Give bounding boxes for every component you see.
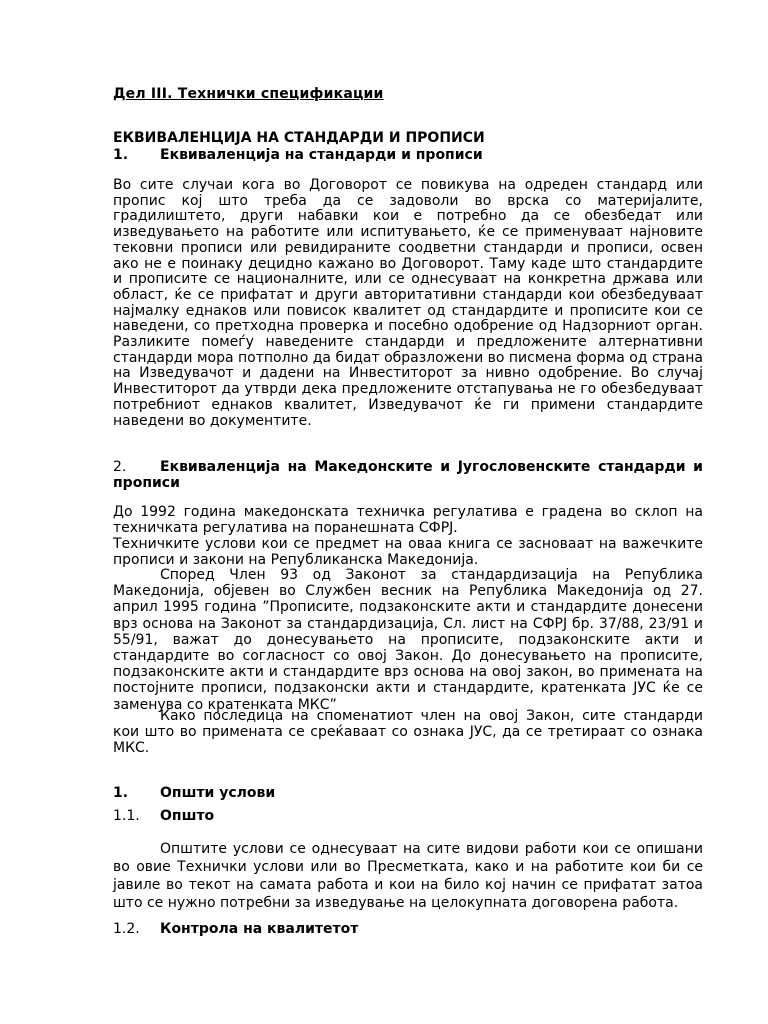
general-conditions-title: Општи услови [160, 785, 276, 801]
section-1-paragraph: Во сите случаи кога во Договорот се повикува на одреден стандард или пропис кој што треба да се задоволи во врска со материјалите, градилиштето, други набавки кои е потребно да се обезбедат или изведувањето на работите или испитувањето, ќе се применуваат најновите тековни прописи или ревидираните соодветни стандарди и прописи, освен ако не е поинаку децидно кажано во Договорот. Таму каде што стандардите и прописите се националните, или се однесуваат на конкретна држава или област, ќе се прифатат и други авторитативни стандарди кои обезбедуваат најмалку еднаков или повисок квалитет од стандардите и прописите кои се наведени, со претходна проверка и посебно одобрение од Надзорниот орган. Разликите помеѓу наведените стандарди и предложените алтернативни стандарди мора потполно да бидат образложени во писмена форма од страна на Изведувачот и дадени на Инвеститорот за нивно одобрение. Во случај Инвеститорот да утврди дека предложените отстапувања не го обезбедуваат потребниот еднаков квалитет, Изведувачот ќе ги примени стандардите наведени во документите. [113, 177, 703, 429]
section-2-number: 2. [113, 459, 127, 475]
document-title: Дел III. Технички спецификации [113, 86, 384, 102]
subsection-1-1-heading [113, 808, 703, 824]
section-2-article-quote: Според Член 93 од Законот за стандардизација на Република Македонија, објевен во Службен весник на Република Македонија од 27. април 1995 година ”Прописите, подзаконските акти и стандардите донесени врз основа на Законот за стандардизација, Сл. лист на СФРЈ бр. 37/88, 23/91 и 55/91, важат до донесувањето на прописите, подзаконските акти и стандардите во согласност со овој Закон. До донесувањето на прописите, подзаконските акти и стандардите врз основа на овој закон, во примената на постојните прописи, подзаконски акти и стандардите, кратенката ЈУС ќе се заменува со кратенката МКС” [113, 567, 703, 713]
caps-heading: ЕКВИВАЛЕНЦИЈА НА СТАНДАРДИ И ПРОПИСИ [113, 130, 485, 146]
subsection-1-2-number: 1.2. [113, 921, 140, 937]
section-1-title: Еквиваленција на стандарди и прописи [160, 147, 483, 163]
section-2-basis: Техничките услови кои се предмет на оваа книга се засноваат на важечките прописи и закони на Републиканска Македонија. [113, 536, 703, 569]
section-2-intro: До 1992 година македонската техничка регулатива е градена во склоп на техничката регулатива на поранешната СФРЈ. [113, 504, 703, 537]
section-2-heading [113, 459, 703, 491]
section-2-consequence: Како последица на споменатиот член на овој Закон, сите стандарди кои што во примената се среќаваат со ознака ЈУС, да се третираат со ознака МКС. [113, 708, 703, 757]
subsection-1-1-number: 1.1. [113, 808, 140, 824]
subsection-1-2-heading [113, 921, 703, 937]
general-conditions-heading [113, 785, 703, 801]
subsection-1-1-title: Општо [160, 808, 215, 824]
subsection-1-2-title: Контрола на квалитетот [160, 921, 359, 937]
section-2-title: Еквиваленција на Македонските и Југословенските стандарди и прописи [113, 459, 703, 491]
section-1-number: 1. [113, 147, 129, 163]
general-conditions-number: 1. [113, 785, 129, 801]
subsection-1-1-paragraph: Општите услови се однесуваат на сите видови работи кои се опишани во овие Технички услови или во Пресметката, како и на работите кои би се јавиле во текот на самата работа и кои на било кој начин се прифатат затоа што се нужно потребни за изведување на целокупната договорена работа. [113, 841, 703, 911]
section-1-heading [113, 147, 703, 163]
